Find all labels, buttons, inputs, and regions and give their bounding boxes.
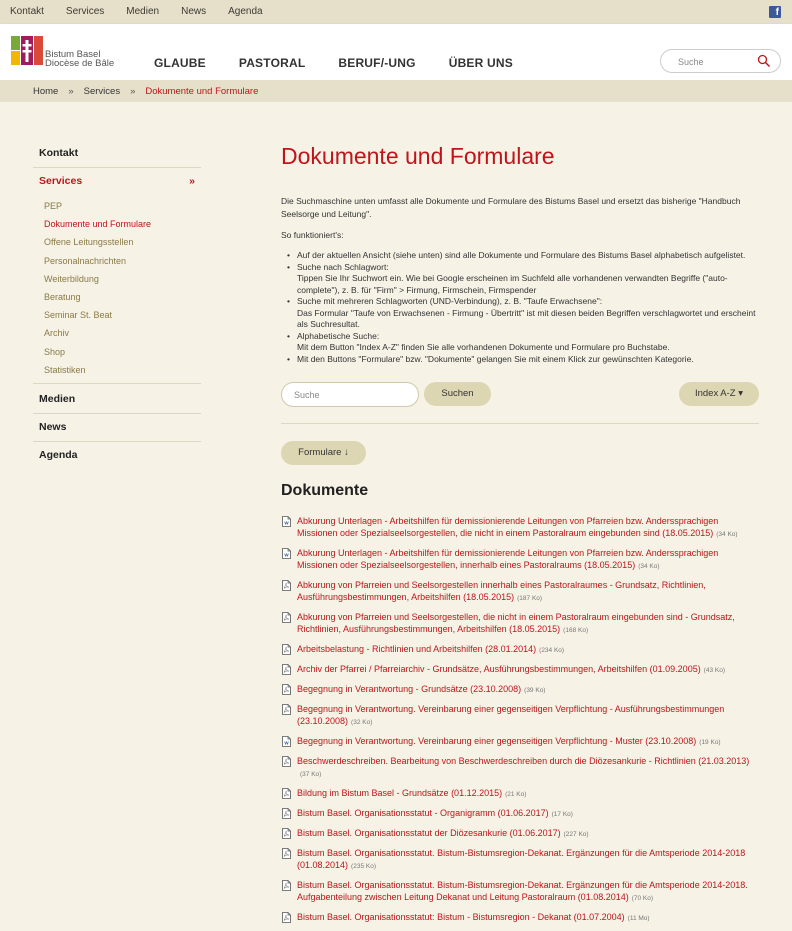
header-search-placeholder: Suche — [678, 57, 704, 67]
sidebar-subitem-shop[interactable]: Shop — [44, 346, 66, 357]
document-title[interactable]: Abkurung von Pfarreien und Seelsorgestellen innerhalb eines Pastoralraumes - Grundsatz, Richtlinien, Ausführungsbestimmungen, Arbeitshilfen (18.05.2015) — [297, 580, 706, 602]
document-size: (168 Ko) — [563, 627, 589, 634]
pdf-icon — [282, 664, 291, 675]
top-links — [10, 6, 285, 17]
document-title[interactable]: Bistum Basel. Organisationsstatut. Bistum-Bistumsregion-Dekanat. Ergänzungen für die Amtsperiode 2014-2018 (01.08.2014) — [297, 848, 746, 870]
breadcrumb-bar — [0, 80, 792, 102]
sidebar-item-services-label: Services — [39, 175, 83, 187]
document-list-item[interactable] — [281, 807, 759, 821]
document-size: (32 Ko) — [351, 719, 373, 726]
document-list-item[interactable] — [281, 643, 759, 657]
howto-item-detail: Mit dem Button "Index A-Z" finden Sie alle vorhandenen Dokumente und Formulare pro Buchstabe. — [297, 342, 670, 352]
document-list-item[interactable] — [281, 787, 759, 801]
svg-text:W: W — [284, 740, 289, 746]
page-title: Dokumente und Formulare — [281, 143, 555, 169]
nav-pastoral[interactable]: PASTORAL — [238, 56, 306, 70]
howto-item-text: Auf der aktuellen Ansicht (siehe unten) sind alle Dokumente und Formulare des Bistums Basel alphabetisch aufgelistet. — [297, 250, 746, 260]
document-title[interactable]: Abkurung Unterlagen - Arbeitshilfen für demissionierende Leitungen von Pfarreien bzw. Anderssprachigen Missionen oder Spezialseelsorgestellen, innerhalb eines Pastoralraums (18.05.2015) — [297, 548, 719, 570]
search-button[interactable]: Suchen — [424, 382, 491, 406]
howto-heading: So funktioniert's: — [281, 230, 344, 240]
document-size: (34 Ko) — [638, 563, 660, 570]
divider — [281, 423, 759, 424]
howto-list — [281, 250, 759, 365]
facebook-icon[interactable]: f — [769, 6, 781, 18]
pdf-icon — [282, 580, 291, 591]
document-list-item[interactable] — [281, 683, 759, 697]
document-size: (235 Ko) — [351, 863, 376, 870]
main-nav — [154, 56, 513, 70]
document-size: (37 Ko) — [300, 771, 322, 778]
sidebar-item-services[interactable] — [33, 168, 201, 195]
document-title[interactable]: Archiv der Pfarrei / Pfarreiarchiv - Grundsätze, Ausführungsbestimmungen, Arbeitshilfen (01.09.2005) — [297, 664, 701, 674]
logo-text — [45, 50, 114, 68]
howto-item-text: Mit den Buttons "Formulare" bzw. "Dokumente" gelangen Sie mit einem Klick zur gewünschten Kategorie. — [297, 353, 694, 364]
document-list-item[interactable] — [281, 703, 759, 729]
document-title[interactable]: Beschwerdeschreiben. Bearbeitung von Beschwerdeschreiben durch die Diözesankurie - Richtlinien (21.03.2013) — [297, 756, 750, 766]
document-size: (34 Ko) — [716, 531, 738, 538]
document-size: (19 Ko) — [699, 739, 721, 746]
document-size: (43 Ko) — [703, 667, 726, 674]
pdf-icon — [282, 788, 291, 799]
howto-item-text: Alphabetische Suche: — [297, 330, 380, 341]
document-list-item[interactable] — [281, 735, 759, 749]
breadcrumb — [33, 86, 258, 97]
pdf-icon — [282, 808, 291, 819]
document-size: (39 Ko) — [524, 687, 546, 694]
top-link-kontakt[interactable]: Kontakt — [10, 6, 44, 17]
sidebar-item-kontakt[interactable]: Kontakt — [33, 140, 201, 168]
breadcrumb-separator: » — [130, 86, 136, 97]
svg-text:W: W — [284, 520, 289, 526]
document-title[interactable]: Bildung im Bistum Basel - Grundsätze (01.12.2015) — [297, 788, 503, 798]
breadcrumb-services[interactable]: Services — [83, 86, 121, 97]
sidebar-subitem-leitungsstellen[interactable]: Offene Leitungsstellen — [44, 237, 134, 248]
howto-item — [281, 296, 759, 331]
breadcrumb-home[interactable]: Home — [33, 86, 59, 97]
document-size: (187 Ko) — [517, 595, 543, 602]
document-list-item[interactable] — [281, 611, 759, 637]
logo-line-2: Diocèse de Bâle — [45, 58, 115, 69]
sidebar-subitem-seminar[interactable]: Seminar St. Beat — [44, 310, 113, 321]
document-list-item[interactable] — [281, 847, 759, 873]
howto-item-detail: Tippen Sie Ihr Suchwort ein. Wie bei Google erscheinen im Suchfeld alle vorhandenen verwandten Begriffe ("auto-complete"), z. B. für "Firm" > Firmung, Firmschein, Firmspender — [297, 273, 728, 295]
sidebar-subitem-weiterbildung[interactable]: Weiterbildung — [44, 273, 99, 284]
pdf-icon — [282, 756, 291, 767]
sidebar-subitem-personalnachrichten[interactable]: Personalnachrichten — [44, 255, 127, 266]
sidebar-subitem-beratung[interactable]: Beratung — [44, 291, 81, 302]
breadcrumb-current: Dokumente und Formulare — [145, 86, 259, 97]
howto-item-text: Suche mit mehreren Schlagworten (UND-Verbindung), z. B. "Taufe Erwachsene": — [297, 296, 603, 306]
expand-arrow-icon: » — [189, 175, 195, 187]
howto-item-detail: Das Formular "Taufe von Erwachsenen - Firmung - Übertritt" ist mit diesen beiden Begriffen verschlagwortet und erscheint als Suchresultat. — [297, 307, 756, 329]
document-list-item[interactable] — [281, 755, 759, 781]
document-title[interactable]: Begegnung in Verantwortung. Vereinbarung einer gegenseitigen Verpflichtung - Muster (23.10.2008) — [297, 736, 697, 746]
document-title[interactable]: Begegnung in Verantwortung. Vereinbarung einer gegenseitigen Verpflichtung - Ausführungsbestimmungen (23.10.2008) — [297, 704, 725, 726]
word-icon — [282, 548, 291, 559]
howto-item — [281, 354, 759, 366]
document-title[interactable]: Bistum Basel. Organisationsstatut: Bistum - Bistumsregion - Dekanat (01.07.2004) — [297, 912, 625, 922]
word-icon — [282, 736, 291, 747]
sidebar-item-medien[interactable]: Medien — [33, 384, 201, 414]
top-link-agenda[interactable]: Agenda — [228, 6, 263, 17]
document-title[interactable]: Abkurung Unterlagen - Arbeitshilfen für demissionierende Leitungen von Pfarreien bzw. Anderssprachigen Missionen oder Spezialseelsorgestellen, die nicht in einem Pastoralraum eingebunden sind (18.05.2015) — [297, 516, 719, 538]
document-title[interactable]: Bistum Basel. Organisationsstatut - Organigramm (01.06.2017) — [297, 808, 549, 818]
formulare-button[interactable]: Formulare ↓ — [281, 441, 366, 465]
sidebar-item-news[interactable]: News — [33, 414, 201, 442]
pdf-icon — [282, 644, 291, 655]
pdf-icon — [282, 704, 291, 715]
sidebar-subitem-statistiken[interactable]: Statistiken — [44, 364, 86, 375]
doc-search-placeholder: Suche — [294, 390, 320, 400]
document-size: (227 Ko) — [563, 831, 589, 838]
document-list-item[interactable] — [281, 911, 759, 925]
top-bar — [0, 0, 792, 24]
document-list — [281, 515, 759, 931]
top-link-services[interactable]: Services — [65, 6, 105, 17]
sidebar-subitem-archiv[interactable]: Archiv — [44, 328, 70, 339]
document-title[interactable]: Begegnung in Verantwortung - Grundsätze (23.10.2008) — [297, 684, 522, 694]
top-link-news[interactable]: News — [181, 6, 207, 17]
documents-heading: Dokumente — [281, 482, 369, 499]
document-list-item[interactable] — [281, 515, 759, 541]
nav-beruf[interactable]: BERUF/-UNG — [338, 56, 416, 70]
howto-item — [281, 262, 759, 297]
document-list-item[interactable] — [281, 879, 759, 905]
nav-ueber-uns[interactable]: ÜBER UNS — [448, 56, 513, 70]
doc-search-input[interactable] — [281, 382, 419, 407]
top-link-medien[interactable]: Medien — [126, 6, 160, 17]
document-list-item[interactable] — [281, 547, 759, 573]
sidebar-subitem-dokumente[interactable]: Dokumente und Formulare — [44, 219, 152, 230]
sidebar-subitem-pep[interactable]: PEP — [44, 201, 63, 211]
document-title[interactable]: Bistum Basel. Organisationsstatut. Bistum-Bistumsregion-Dekanat. Ergänzungen für die Amtsperiode 2014-2018. Aufgabenteilung zwischen Leitung Dekanat und Leitung Pastoralraum (01.08.2014) — [297, 880, 748, 902]
sidebar-submenu — [33, 195, 201, 384]
document-size: (234 Ko) — [539, 647, 565, 654]
document-title[interactable]: Abkurung von Pfarreien und Seelsorgestellen, die nicht in einem Pastoralraum eingebunden sind - Grundsatz, Richtlinien, Ausführungsbestimmungen, Arbeitshilfen (18.05.2015) — [297, 612, 735, 634]
document-title[interactable]: Arbeitsbelastung - Richtlinien und Arbeitshilfen (28.01.2014) — [297, 644, 537, 654]
document-size: (70 Ko) — [631, 895, 654, 902]
document-title[interactable]: Bistum Basel. Organisationsstatut der Diözesankurie (01.06.2017) — [297, 828, 561, 838]
howto-item — [281, 331, 759, 354]
howto-item-text: Suche nach Schlagwort: — [297, 261, 389, 272]
intro-text: Die Suchmaschine unten umfasst alle Dokumente und Formulare des Bistums Basel und ersetzt das bisherige "Handbuch Seelsorge und Leitung". — [281, 196, 741, 219]
word-icon — [282, 516, 291, 527]
document-size: (21 Ko) — [505, 791, 527, 798]
nav-glaube[interactable]: GLAUBE — [154, 56, 206, 70]
pdf-icon — [282, 612, 291, 623]
bistum-logo-icon[interactable] — [10, 34, 44, 68]
howto-item — [281, 250, 759, 262]
breadcrumb-separator: » — [68, 86, 74, 97]
pdf-icon — [282, 880, 291, 891]
sidebar — [33, 140, 201, 469]
pdf-icon — [282, 828, 291, 839]
header-search-input[interactable] — [660, 49, 781, 73]
document-list-item[interactable] — [281, 579, 759, 605]
logo-line-1: Bistum Basel — [45, 49, 101, 60]
pdf-icon — [282, 912, 291, 923]
pdf-icon — [282, 684, 291, 695]
index-az-button[interactable]: Index A-Z ▾ — [679, 382, 759, 406]
document-list-item[interactable] — [281, 827, 759, 841]
sidebar-item-agenda[interactable]: Agenda — [39, 448, 78, 461]
document-size: (11 Mo) — [627, 915, 650, 922]
search-icon[interactable] — [757, 54, 771, 68]
document-size: (17 Ko) — [551, 811, 573, 818]
pdf-icon — [282, 848, 291, 859]
svg-text:W: W — [284, 552, 289, 558]
document-list-item[interactable] — [281, 663, 759, 677]
